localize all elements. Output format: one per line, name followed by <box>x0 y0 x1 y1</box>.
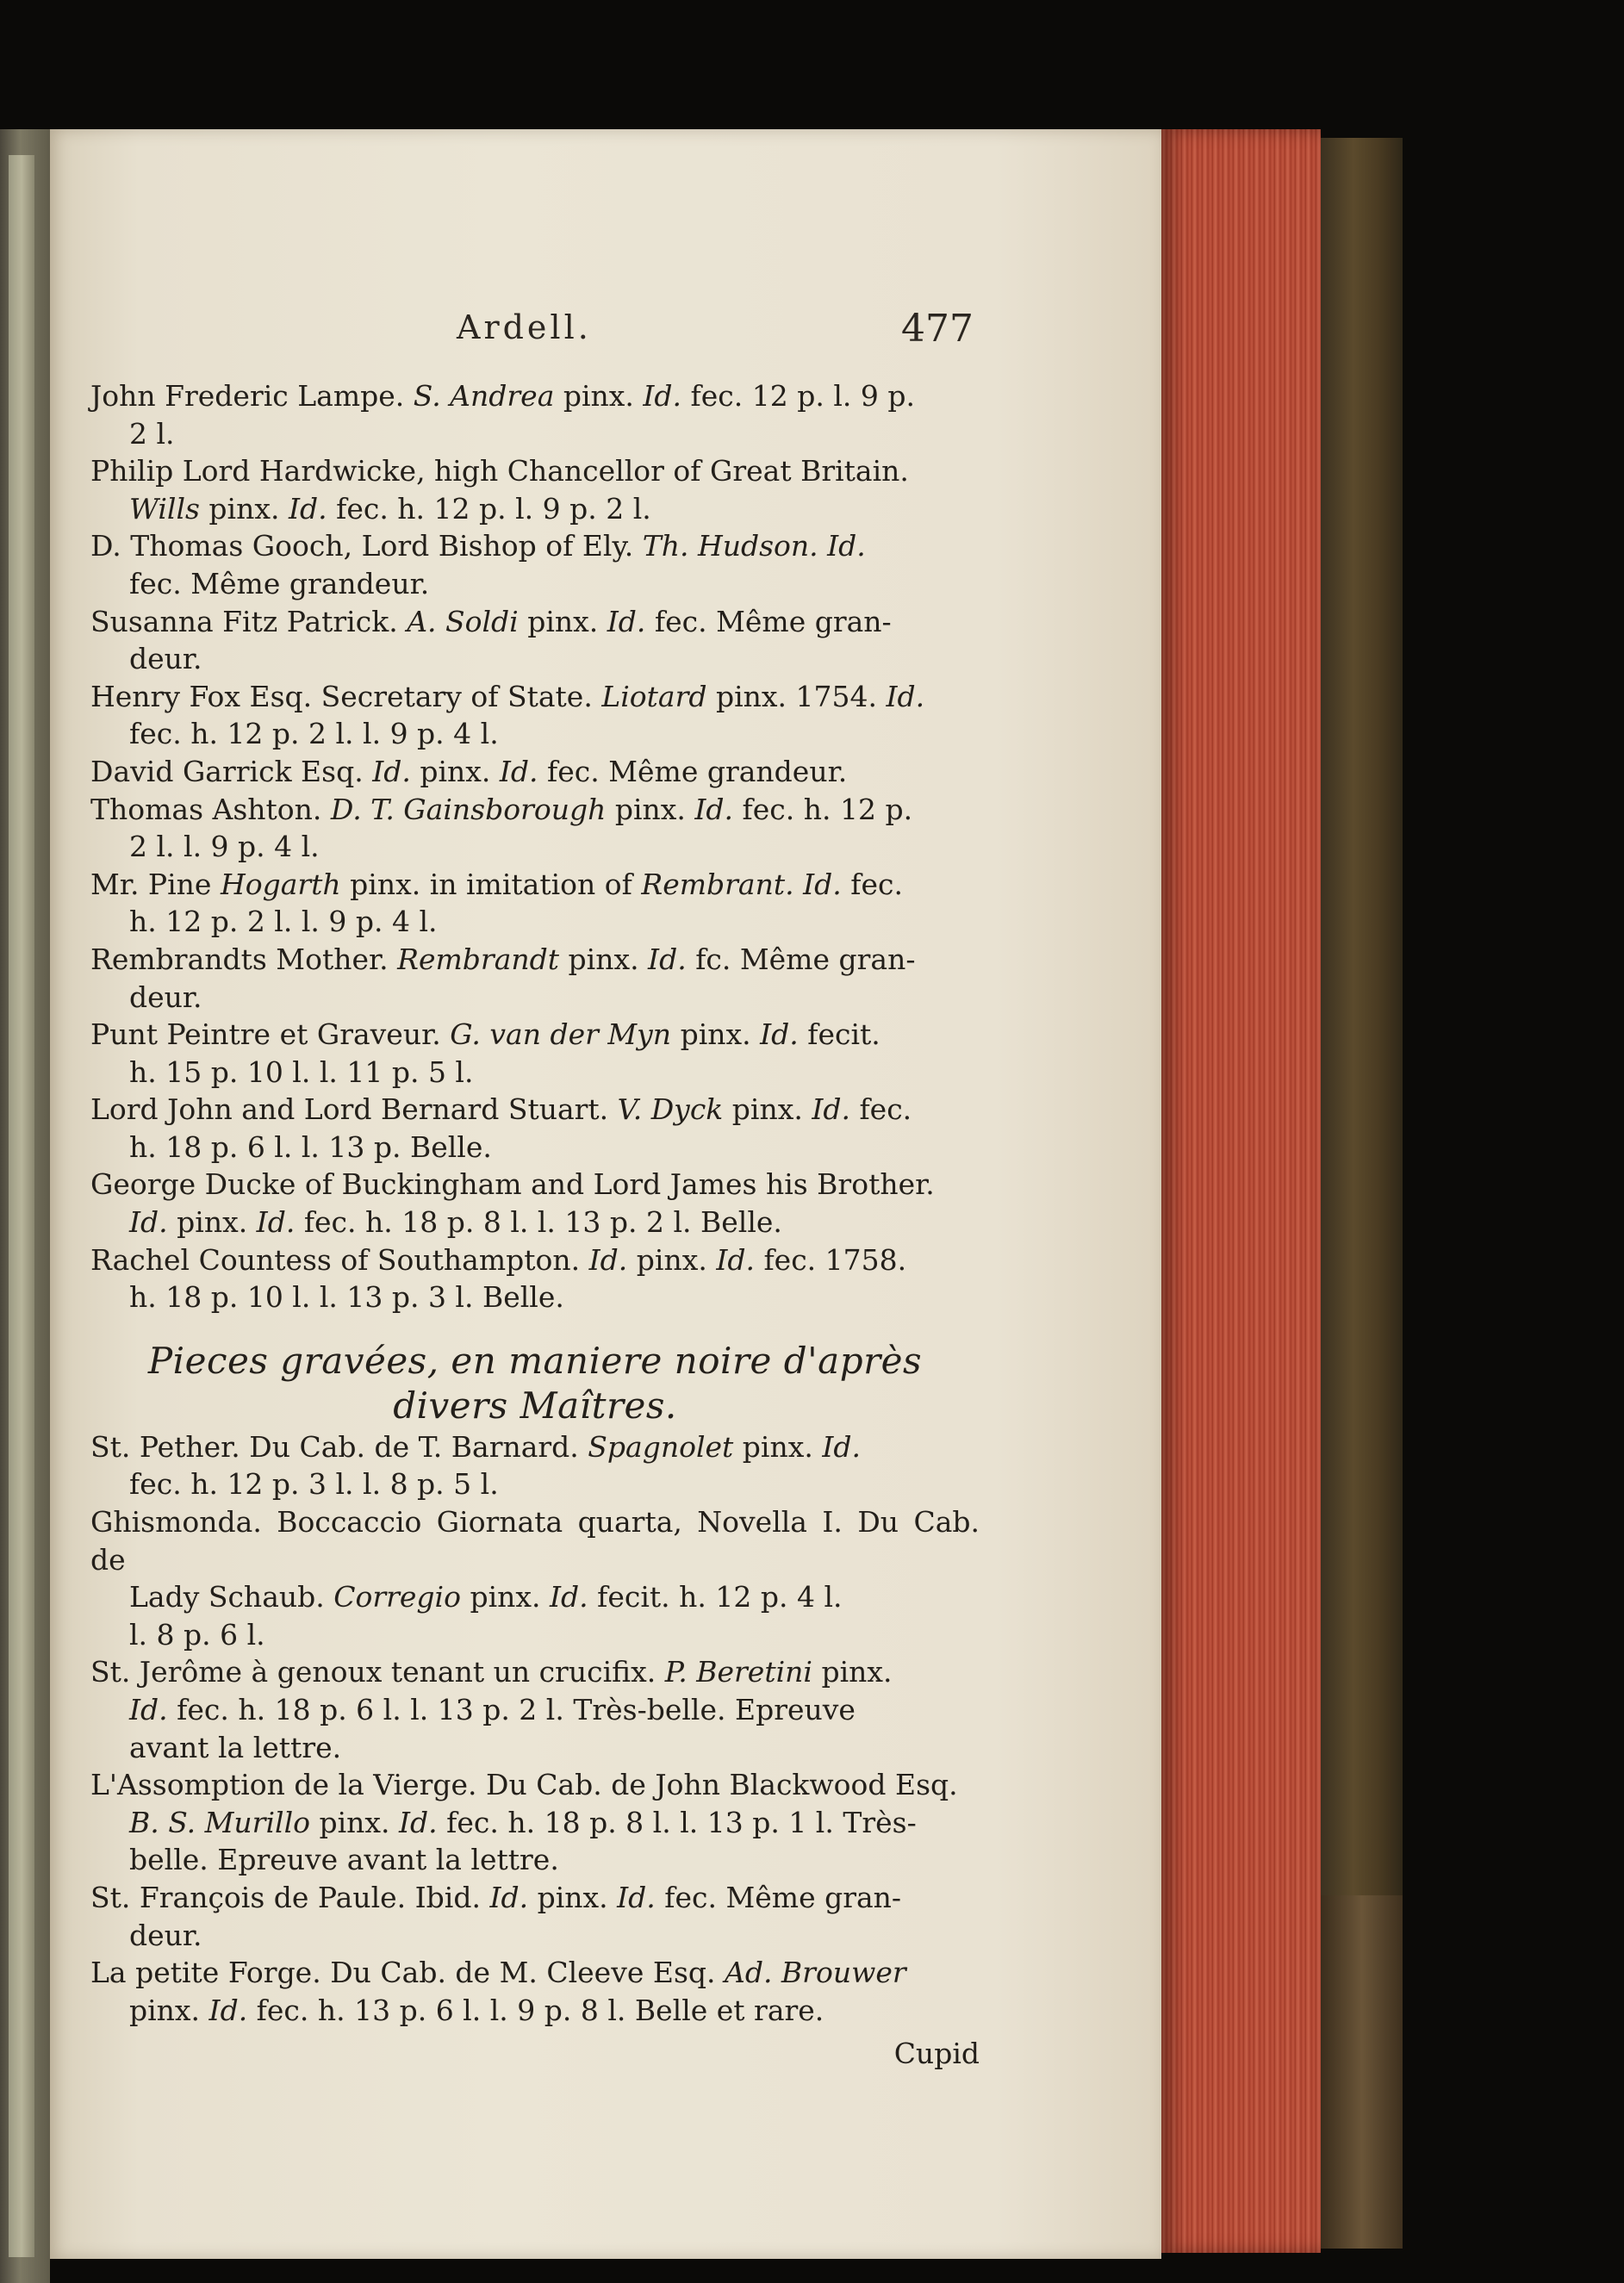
catalogue-entry <box>90 678 980 753</box>
italic-text: Spagnolet <box>588 1429 734 1464</box>
entry-continuation-line <box>90 903 980 941</box>
entry-first-line <box>90 1166 980 1204</box>
entry-continuation-line <box>90 1917 980 1955</box>
entry-continuation-line <box>90 1616 980 1654</box>
entry-text: fec. h. 18 p. 8 l. l. 13 p. 2 l. Belle. <box>295 1205 782 1240</box>
entry-text: pinx. <box>310 1805 400 1839</box>
entry-text: St. François de Paule. Ibid. <box>90 1880 490 1914</box>
catalogue-entries <box>90 377 980 1316</box>
entry-text: fec. <box>841 867 903 901</box>
entry-first-line <box>90 1653 980 1691</box>
entry-text: Lord John and Lord Bernard Stuart. <box>90 1092 618 1127</box>
italic-text: Id. <box>550 1580 588 1614</box>
entry-text: pinx. <box>410 754 500 788</box>
entry-continuation-line <box>90 1129 980 1166</box>
entry-continuation-line <box>90 1204 980 1241</box>
entry-text: fecit. h. 12 p. 4 l. <box>588 1580 843 1614</box>
catalogue-entry <box>90 377 980 452</box>
catalogue-entry <box>90 1428 980 1503</box>
entry-continuation-line <box>90 415 980 453</box>
entry-text: h. 18 p. 6 l. l. 13 p. Belle. <box>129 1129 492 1164</box>
italic-text: Id. <box>499 754 538 788</box>
entry-text: fec. <box>849 1092 912 1127</box>
entry-first-line <box>90 866 980 904</box>
entry-text: Thomas Ashton. <box>90 792 331 826</box>
entry-text: deur. <box>129 980 202 1014</box>
entry-text: L'Assomption de la Vierge. Du Cab. de John Blackwood Esq. <box>90 1768 958 1802</box>
entry-text: pinx. <box>129 1993 209 2027</box>
entry-text: pinx. <box>671 1017 761 1052</box>
entry-text: l. 8 p. 6 l. <box>129 1617 265 1652</box>
entry-text: h. 12 p. 2 l. l. 9 p. 4 l. <box>129 905 438 939</box>
entry-continuation-line <box>90 715 980 753</box>
catalogue-entry <box>90 1653 980 1766</box>
catalogue-entry <box>90 1766 980 1879</box>
entry-text: Susanna Fitz Patrick. <box>90 604 408 638</box>
catalogue-entry <box>90 1241 980 1316</box>
entry-first-line <box>90 941 980 979</box>
book-edge-left <box>9 155 34 2257</box>
italic-text: Id. <box>643 379 682 413</box>
italic-text: Id. <box>607 604 646 638</box>
entry-text: pinx. in imitation of <box>340 867 642 901</box>
italic-text: A. Soldi <box>407 604 519 638</box>
entry-text: pinx. <box>528 1880 618 1914</box>
italic-text: Hogarth <box>220 867 341 901</box>
italic-text: Rembrandt <box>397 942 560 976</box>
italic-text: Id. <box>256 1205 296 1240</box>
entry-text: St. Pether. Du Cab. de T. Barnard. <box>90 1429 588 1464</box>
catalogue-entry <box>90 1503 980 1653</box>
entry-continuation-line <box>90 565 980 603</box>
entry-text: pinx. <box>627 1242 717 1277</box>
italic-text: Id. <box>129 1205 168 1240</box>
italic-text: Id. <box>288 491 327 526</box>
entry-text: pinx. <box>518 604 607 638</box>
entry-text: pinx. <box>554 379 644 413</box>
entry-text: fec. 1758. <box>754 1242 907 1277</box>
entry-text: La petite Forge. Du Cab. de M. Cleeve Esq. <box>90 1956 725 1990</box>
italic-text: Id. <box>760 1017 799 1052</box>
entry-text: h. 18 p. 10 l. l. 13 p. 3 l. Belle. <box>129 1280 564 1315</box>
entry-continuation-line <box>90 979 980 1017</box>
entry-text: pinx. 1754. <box>706 679 887 713</box>
italic-text: Ad. Brouwer <box>725 1956 906 1990</box>
entry-first-line <box>90 1428 980 1466</box>
running-head: Ardell. <box>457 308 592 346</box>
entry-text: Rembrandts Mother. <box>90 942 398 976</box>
entry-text: fec. h. 18 p. 6 l. l. 13 p. 2 l. Très-belle. Epreuve <box>167 1693 856 1726</box>
entry-text: fec. h. 13 p. 6 l. l. 9 p. 8 l. Belle et rare. <box>247 1993 824 2027</box>
entry-text: Lady Schaub. <box>129 1580 334 1614</box>
entry-text: avant la lettre. <box>129 1730 342 1764</box>
entry-text: fec. h. 12 p. 3 l. l. 8 p. 5 l. <box>129 1467 499 1502</box>
catalogue-entry <box>90 527 980 602</box>
italic-text: Id. <box>129 1693 168 1726</box>
italic-text: Rembrant. <box>641 867 794 901</box>
entry-text: fec. h. 12 p. <box>733 792 913 826</box>
italic-text: Id. <box>489 1880 529 1914</box>
entry-first-line <box>90 1954 980 1992</box>
italic-text: Liotard <box>601 679 707 713</box>
entry-first-line <box>90 603 980 641</box>
italic-text: Id. <box>399 1805 438 1839</box>
italic-text: Id. <box>208 1993 248 2027</box>
entry-first-line <box>90 1016 980 1054</box>
entry-continuation-line <box>90 1465 980 1503</box>
catalogue-entry <box>90 1091 980 1166</box>
entry-text: belle. Epreuve avant la lettre. <box>129 1843 559 1877</box>
entry-text: D. Thomas Gooch, Lord Bishop of Ely. <box>90 529 643 563</box>
entry-continuation-line <box>90 828 980 866</box>
italic-text: V. Dyck <box>617 1092 724 1127</box>
catalogue-entry <box>90 603 980 678</box>
italic-text: Id. <box>812 1092 850 1127</box>
entry-continuation-line <box>90 490 980 528</box>
entry-text: Philip Lord Hardwicke, high Chancellor of Great Britain. <box>90 454 909 488</box>
book-cover-right-lower <box>1321 1895 1403 2249</box>
entry-text: fec. Même gran- <box>645 604 892 638</box>
entry-text: fec. Même gran- <box>655 1880 902 1914</box>
entry-text: fec. h. 12 p. 2 l. l. 9 p. 4 l. <box>129 717 499 751</box>
entry-text: pinx. <box>733 1429 823 1464</box>
entry-text: fec. h. 12 p. l. 9 p. 2 l. <box>327 491 651 526</box>
entry-text: fc. Même gran- <box>686 942 916 976</box>
italic-text: Wills <box>129 491 200 526</box>
entry-first-line <box>90 377 980 415</box>
entry-text: pinx. <box>167 1205 257 1240</box>
red-fore-edge <box>1161 129 1321 2253</box>
entry-first-line <box>90 452 980 490</box>
entry-text: pinx. <box>606 792 695 826</box>
entry-first-line <box>90 1766 980 1804</box>
page-number: 477 <box>901 307 974 351</box>
entry-first-line <box>90 1879 980 1917</box>
catalogue-entry <box>90 452 980 527</box>
entry-text: Mr. Pine <box>90 867 221 901</box>
entry-text: pinx. <box>812 1655 893 1689</box>
entry-text: Henry Fox Esq. Secretary of State. <box>90 679 602 713</box>
catalogue-entry <box>90 1166 980 1241</box>
entry-continuation-line <box>90 1804 980 1842</box>
entry-text: fecit. <box>798 1017 880 1052</box>
entry-text: pinx. <box>559 942 649 976</box>
entry-text: John Frederic Lampe. <box>90 379 414 413</box>
entry-first-line <box>90 678 980 716</box>
italic-text: Id. <box>694 792 734 826</box>
entry-continuation-line <box>90 1841 980 1879</box>
entry-text: pinx. <box>460 1580 550 1614</box>
entry-text <box>794 868 804 901</box>
entry-text: Ghismonda. Boccaccio Giornata quarta, Novella I. Du Cab. de <box>90 1505 980 1577</box>
entry-text: fec. Même grandeur. <box>129 566 430 600</box>
italic-text: Id. <box>803 867 842 901</box>
entry-first-line <box>90 791 980 829</box>
italic-text: Id. <box>716 1242 755 1277</box>
entry-continuation-line <box>90 1992 980 2030</box>
section-heading: Pieces gravées, en maniere noire d'après divers Maîtres. <box>147 1339 923 1427</box>
entry-continuation-line <box>90 640 980 678</box>
entry-text: St. Jerôme à genoux tenant un crucifix. <box>90 1655 665 1689</box>
italic-text: Id. <box>372 754 411 788</box>
italic-text: P. Beretini <box>664 1655 812 1689</box>
italic-text: Id. <box>588 1242 628 1277</box>
catalogue-entry <box>90 1954 980 2029</box>
italic-text: Id. <box>617 1880 656 1914</box>
entry-text: pinx. <box>723 1092 812 1127</box>
catalogue-entry <box>90 753 980 791</box>
italic-text: Corregio <box>333 1580 461 1614</box>
entry-first-line <box>90 527 980 565</box>
entry-continuation-line <box>90 1729 980 1767</box>
entry-continuation-line <box>90 1054 980 1092</box>
entry-text: deur. <box>129 642 202 676</box>
page-header <box>95 308 974 369</box>
italic-text: B. S. Murillo <box>129 1805 310 1839</box>
entry-text: Punt Peintre et Graveur. <box>90 1017 451 1052</box>
italic-text: Id. <box>648 942 687 976</box>
entry-text: David Garrick Esq. <box>90 754 373 788</box>
entry-text: Rachel Countess of Southampton. <box>90 1242 589 1277</box>
entry-text: fec. h. 18 p. 8 l. l. 13 p. 1 l. Très- <box>437 1805 917 1839</box>
page-text <box>90 377 980 2070</box>
entry-text: George Ducke of Buckingham and Lord James his Brother. <box>90 1167 935 1202</box>
entry-text: deur. <box>129 1918 202 1952</box>
entry-continuation-line <box>90 1578 980 1616</box>
catchword: Cupid <box>893 2036 980 2070</box>
italic-text: D. T. Gainsborough <box>330 792 607 826</box>
italic-text: Th. Hudson. Id. <box>642 529 866 563</box>
italic-text: G. van der Myn <box>450 1017 672 1052</box>
entry-continuation-line <box>90 1691 980 1729</box>
italic-text: Id. <box>886 679 925 713</box>
entry-text: h. 15 p. 10 l. l. 11 p. 5 l. <box>129 1054 474 1089</box>
entry-first-line <box>90 1503 980 1578</box>
entry-text: 2 l. <box>129 416 175 451</box>
entry-first-line <box>90 753 980 791</box>
entry-text: 2 l. l. 9 p. 4 l. <box>129 830 320 864</box>
italic-text: S. Andrea <box>413 379 555 413</box>
entry-text: fec. 12 p. l. 9 p. <box>681 379 915 413</box>
entry-text: pinx. <box>199 491 289 526</box>
italic-text: Id. <box>822 1429 861 1464</box>
entry-first-line <box>90 1091 980 1129</box>
catalogue-entry <box>90 791 980 866</box>
catalogue-entries-mezzotint <box>90 1428 980 2030</box>
catalogue-entry <box>90 941 980 1016</box>
catalogue-entry <box>90 866 980 941</box>
entry-continuation-line <box>90 1278 980 1316</box>
entry-first-line <box>90 1241 980 1279</box>
catalogue-entry <box>90 1879 980 1954</box>
catalogue-entry <box>90 1016 980 1091</box>
entry-text: fec. Même grandeur. <box>538 754 848 788</box>
